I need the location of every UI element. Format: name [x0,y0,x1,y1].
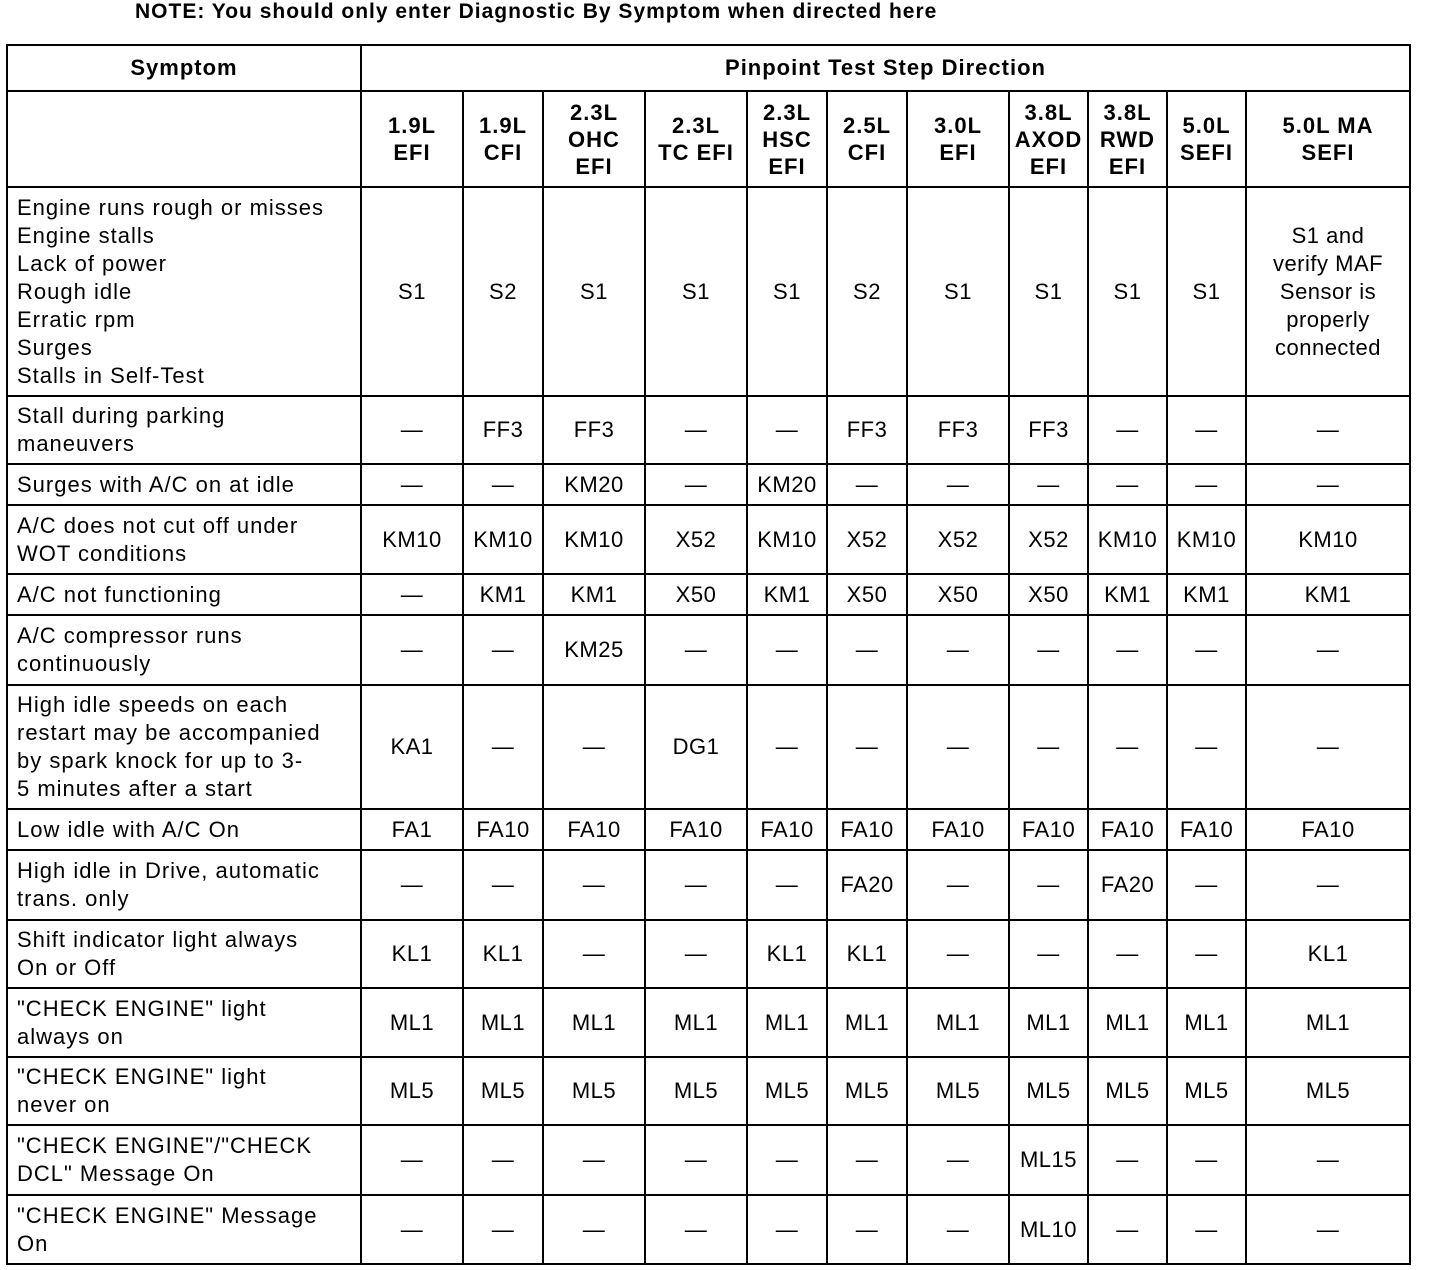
test-step-cell: ML1 [463,988,543,1057]
test-step-line: verify MAF [1272,250,1384,276]
test-step-cell: — [827,1125,907,1195]
test-step-cell: — [361,464,463,505]
test-step-cell: — [1246,1195,1410,1264]
test-step-cell: ML1 [645,988,747,1057]
test-step-cell: — [361,615,463,685]
symptom-line: Stall during parking [17,403,226,428]
engine-header-line: EFI [1108,153,1147,179]
symptom-header: Symptom [7,45,361,91]
symptom-line: "CHECK ENGINE"/"CHECK [17,1133,313,1158]
test-step-cell: — [1167,615,1246,685]
table-row [7,685,1410,809]
test-step-cell: ML1 [1009,988,1088,1057]
symptom-line: trans. only [17,886,130,911]
symptom-cell [7,920,361,988]
table-body [7,187,1410,1264]
symptom-line: continuously [17,651,152,676]
test-step-cell: — [1167,685,1246,809]
engine-header-cell [1088,91,1167,187]
table-row [7,187,1410,396]
test-step-cell: ML1 [1088,988,1167,1057]
test-step-cell: FF3 [543,396,645,464]
engine-header-line: 2.5L [842,113,892,138]
test-step-cell: — [747,1125,827,1195]
test-step-cell: X52 [907,505,1009,574]
symptom-line: Stalls in Self-Test [17,362,205,388]
test-step-cell: FA1 [361,809,463,850]
symptom-cell [7,850,361,920]
test-step-cell: — [1088,464,1167,505]
test-step-cell: FA10 [747,809,827,850]
test-step-cell: ML1 [361,988,463,1057]
test-step-cell: FA10 [543,809,645,850]
test-step-cell: — [1009,920,1088,988]
test-step-cell: FA10 [1009,809,1088,850]
symptom-line: Lack of power [17,250,167,276]
test-step-cell: FA10 [1246,809,1410,850]
engine-header-line: RWD [1099,126,1156,152]
symptom-line: WOT conditions [17,540,188,566]
test-step-cell: — [543,850,645,920]
test-step-cell: FA10 [645,809,747,850]
test-step-cell: — [361,396,463,464]
engine-header-row [7,91,1410,187]
engine-header-line: HSC [762,126,812,152]
test-step-cell: — [543,685,645,809]
engine-header-line: EFI [393,140,431,165]
engine-header-cell [463,91,543,187]
engine-header-cell [747,91,827,187]
engine-header-line: SEFI [1180,140,1233,165]
table-row [7,1057,1410,1125]
test-step-cell: — [1246,464,1410,505]
test-step-cell: ML5 [1167,1057,1246,1125]
engine-header-line: 1.9L [387,113,437,138]
test-step-cell: S1 [747,187,827,396]
note-heading: NOTE: You should only enter Diagnostic By Symptom when directed here [135,0,938,23]
test-step-cell: KA1 [361,685,463,809]
test-step-cell: — [361,574,463,615]
test-step-cell: KM1 [1088,574,1167,615]
test-step-cell: S1 [1088,187,1167,396]
engine-header-cell [361,91,463,187]
test-step-cell: — [361,1195,463,1264]
test-step-cell: S1 [1167,187,1246,396]
test-step-cell: ML1 [1167,988,1246,1057]
test-step-cell: — [1167,920,1246,988]
symptom-cell [7,685,361,809]
engine-header-line: EFI [768,153,806,179]
test-step-cell: — [1167,396,1246,464]
test-step-cell: ML5 [543,1057,645,1125]
test-step-cell: — [1088,1125,1167,1195]
symptom-line: A/C compressor runs [17,623,243,648]
symptom-cell [7,505,361,574]
test-step-cell: FF3 [463,396,543,464]
engine-header-line: 2.3L [569,99,619,125]
test-step-cell: FA10 [907,809,1009,850]
test-step-cell: X50 [907,574,1009,615]
test-step-cell: ML5 [1009,1057,1088,1125]
engine-header-line: 2.3L [762,99,812,125]
test-step-cell: — [1246,685,1410,809]
symptom-line: Low idle with A/C On [17,816,240,842]
table-row [7,396,1410,464]
symptom-cell [7,615,361,685]
engine-header-line: OHC [568,126,620,152]
test-step-cell: — [827,615,907,685]
test-step-cell: — [645,615,747,685]
test-step-cell: KM1 [543,574,645,615]
pinpoint-header: Pinpoint Test Step Direction [361,45,1410,91]
test-step-cell: KL1 [827,920,907,988]
test-step-cell: KM1 [1246,574,1410,615]
engine-header-line: 3.8L [1103,99,1152,125]
test-step-cell: ML1 [543,988,645,1057]
test-step-cell: — [827,464,907,505]
table-row [7,809,1410,850]
engine-header-line: 2.3L [671,113,721,138]
engine-header-cell [1246,91,1410,187]
symptom-line: Rough idle [17,278,133,304]
symptom-cell [7,1125,361,1195]
test-step-cell: DG1 [645,685,747,809]
test-step-cell: — [747,850,827,920]
test-step-cell: S2 [827,187,907,396]
test-step-cell: X52 [1009,505,1088,574]
test-step-cell: FA10 [463,809,543,850]
test-step-cell: — [747,615,827,685]
test-step-cell: KM25 [543,615,645,685]
test-step-cell: ML5 [361,1057,463,1125]
diagnostic-symptom-table [6,44,1411,1265]
test-step-cell: — [1246,615,1410,685]
engine-header-cell [645,91,747,187]
test-step-cell: X52 [827,505,907,574]
test-step-cell: — [645,396,747,464]
symptom-line: by spark knock for up to 3- [17,748,304,773]
test-step-line: S1 and [1291,222,1365,248]
test-step-cell: ML1 [907,988,1009,1057]
test-step-cell: S1 [907,187,1009,396]
engine-header-line: CFI [847,140,887,165]
test-step-cell: FA10 [1088,809,1167,850]
symptom-line: never on [17,1092,111,1117]
test-step-cell: ML1 [1246,988,1410,1057]
test-step-cell: X50 [1009,574,1088,615]
test-step-cell [1246,187,1410,396]
engine-header-line: CFI [483,140,523,165]
test-step-cell: KL1 [1246,920,1410,988]
test-step-cell: — [907,615,1009,685]
engine-header-line: 3.8L [1024,99,1073,125]
symptom-line: "CHECK ENGINE" Message [17,1202,318,1228]
test-step-cell: ML10 [1009,1195,1088,1264]
test-step-cell: FF3 [827,396,907,464]
test-step-line: Sensor is [1279,278,1377,304]
test-step-cell: — [747,1195,827,1264]
symptom-cell [7,464,361,505]
test-step-cell: S1 [543,187,645,396]
test-step-cell: — [907,464,1009,505]
test-step-cell: KM1 [463,574,543,615]
table-row [7,574,1410,615]
symptom-line: On [17,1230,49,1256]
engine-header-line: TC EFI [658,140,734,165]
symptom-cell [7,988,361,1057]
test-step-cell: — [645,920,747,988]
test-step-cell: — [1009,464,1088,505]
engine-header-cell [1009,91,1088,187]
symptom-line: Erratic rpm [17,306,136,332]
test-step-cell: — [1088,396,1167,464]
test-step-cell: KM10 [361,505,463,574]
engine-header-line: 1.9L [478,113,528,138]
test-step-cell: ML5 [645,1057,747,1125]
symptom-line: Engine runs rough or misses [17,194,325,220]
test-step-cell: ML5 [1246,1057,1410,1125]
test-step-cell: — [463,1125,543,1195]
test-step-cell: — [827,685,907,809]
test-step-cell: — [645,850,747,920]
test-step-cell: — [907,1125,1009,1195]
test-step-cell: — [361,850,463,920]
test-step-cell: FF3 [1009,396,1088,464]
test-step-cell: KM10 [543,505,645,574]
symptom-line: Surges [17,334,93,360]
test-step-cell: — [907,920,1009,988]
test-step-cell: — [907,685,1009,809]
symptom-cell [7,809,361,850]
test-step-cell: ML5 [827,1057,907,1125]
test-step-cell: ML5 [747,1057,827,1125]
test-step-cell: KM1 [747,574,827,615]
test-step-cell: — [1009,615,1088,685]
test-step-cell: — [1167,850,1246,920]
test-step-cell: KM1 [1167,574,1246,615]
symptom-line: 5 minutes after a start [17,776,253,801]
test-step-cell: FA20 [1088,850,1167,920]
test-step-cell: — [645,1195,747,1264]
symptom-line: A/C does not cut off under [17,512,299,538]
test-step-cell: S1 [361,187,463,396]
engine-header-line: 5.0L [1182,113,1231,138]
table-row [7,464,1410,505]
engine-header-cell [907,91,1009,187]
engine-header-line: EFI [1029,153,1068,179]
test-step-cell: — [1167,1195,1246,1264]
test-step-cell: KM10 [1167,505,1246,574]
test-step-cell: KM10 [1088,505,1167,574]
engine-header-cell [1167,91,1246,187]
test-step-cell: KM20 [747,464,827,505]
symptom-line: restart may be accompanied [17,720,321,745]
table-row [7,850,1410,920]
test-step-line: properly [1286,306,1370,332]
test-step-cell: — [747,685,827,809]
test-step-cell: X52 [645,505,747,574]
test-step-cell: ML5 [1088,1057,1167,1125]
test-step-cell: — [1167,464,1246,505]
test-step-cell: KL1 [463,920,543,988]
test-step-cell: — [1246,396,1410,464]
symptom-line: A/C not functioning [17,581,222,607]
test-step-cell: KM10 [747,505,827,574]
test-step-cell: — [1167,1125,1246,1195]
test-step-cell: — [1009,685,1088,809]
test-step-cell: — [907,1195,1009,1264]
symptom-line: Surges with A/C on at idle [17,471,295,497]
symptom-line: DCL" Message On [17,1161,215,1186]
table-row [7,1195,1410,1264]
engine-header-line: EFI [939,140,977,165]
symptom-line: Engine stalls [17,222,155,248]
test-step-line: connected [1274,334,1382,360]
test-step-cell: ML5 [463,1057,543,1125]
test-step-cell: — [1246,850,1410,920]
symptom-line: "CHECK ENGINE" light [17,995,267,1021]
test-step-cell: FA10 [1167,809,1246,850]
test-step-cell: — [747,396,827,464]
test-step-cell: — [463,615,543,685]
symptom-cell [7,187,361,396]
engine-header-line: 5.0L MA [1282,113,1374,138]
test-step-cell: ML1 [827,988,907,1057]
test-step-cell: — [543,1195,645,1264]
test-step-cell: — [1246,1125,1410,1195]
test-step-cell: — [543,920,645,988]
test-step-cell: ML15 [1009,1125,1088,1195]
symptom-line: maneuvers [17,431,135,456]
test-step-cell: — [1088,920,1167,988]
test-step-cell: FF3 [907,396,1009,464]
test-step-cell: — [1088,1195,1167,1264]
test-step-cell: X50 [645,574,747,615]
symptom-line: On or Off [17,955,117,980]
symptom-line: Shift indicator light always [17,927,299,952]
test-step-cell: FA10 [827,809,907,850]
test-step-cell: — [463,1195,543,1264]
engine-header-cell [827,91,907,187]
symptom-line: High idle speeds on each [17,692,289,717]
engine-header-line: SEFI [1301,140,1355,165]
table-row [7,505,1410,574]
table-row [7,988,1410,1057]
test-step-cell: KM20 [543,464,645,505]
symptom-line: High idle in Drive, automatic [17,858,320,883]
engine-header-line: AXOD [1014,126,1083,152]
test-step-cell: — [645,464,747,505]
test-step-cell: — [1088,615,1167,685]
symptom-cell [7,574,361,615]
test-step-cell: FA20 [827,850,907,920]
test-step-cell: S2 [463,187,543,396]
test-step-cell: — [645,1125,747,1195]
test-step-cell: — [827,1195,907,1264]
symptom-line: always on [17,1023,124,1049]
symptom-cell [7,1195,361,1264]
test-step-cell: — [1009,850,1088,920]
test-step-cell: — [907,850,1009,920]
symptom-cell [7,396,361,464]
test-step-cell: S1 [645,187,747,396]
engine-header-line: 3.0L [933,113,983,138]
test-step-cell: KL1 [361,920,463,988]
symptom-line: "CHECK ENGINE" light [17,1064,267,1089]
engine-header-line: EFI [575,153,613,179]
test-step-cell: KL1 [747,920,827,988]
test-step-cell: ML5 [907,1057,1009,1125]
test-step-cell: KM10 [463,505,543,574]
test-step-cell: — [463,464,543,505]
test-step-cell: — [543,1125,645,1195]
table-row [7,920,1410,988]
test-step-cell: — [463,685,543,809]
symptom-cell [7,1057,361,1125]
test-step-cell: — [361,1125,463,1195]
test-step-cell: ML1 [747,988,827,1057]
test-step-cell: S1 [1009,187,1088,396]
test-step-cell: — [463,850,543,920]
blank-header-cell [7,91,361,187]
test-step-cell: KM10 [1246,505,1410,574]
table-row [7,615,1410,685]
test-step-cell: X50 [827,574,907,615]
engine-header-cell [543,91,645,187]
test-step-cell: — [1088,685,1167,809]
table-row [7,1125,1410,1195]
